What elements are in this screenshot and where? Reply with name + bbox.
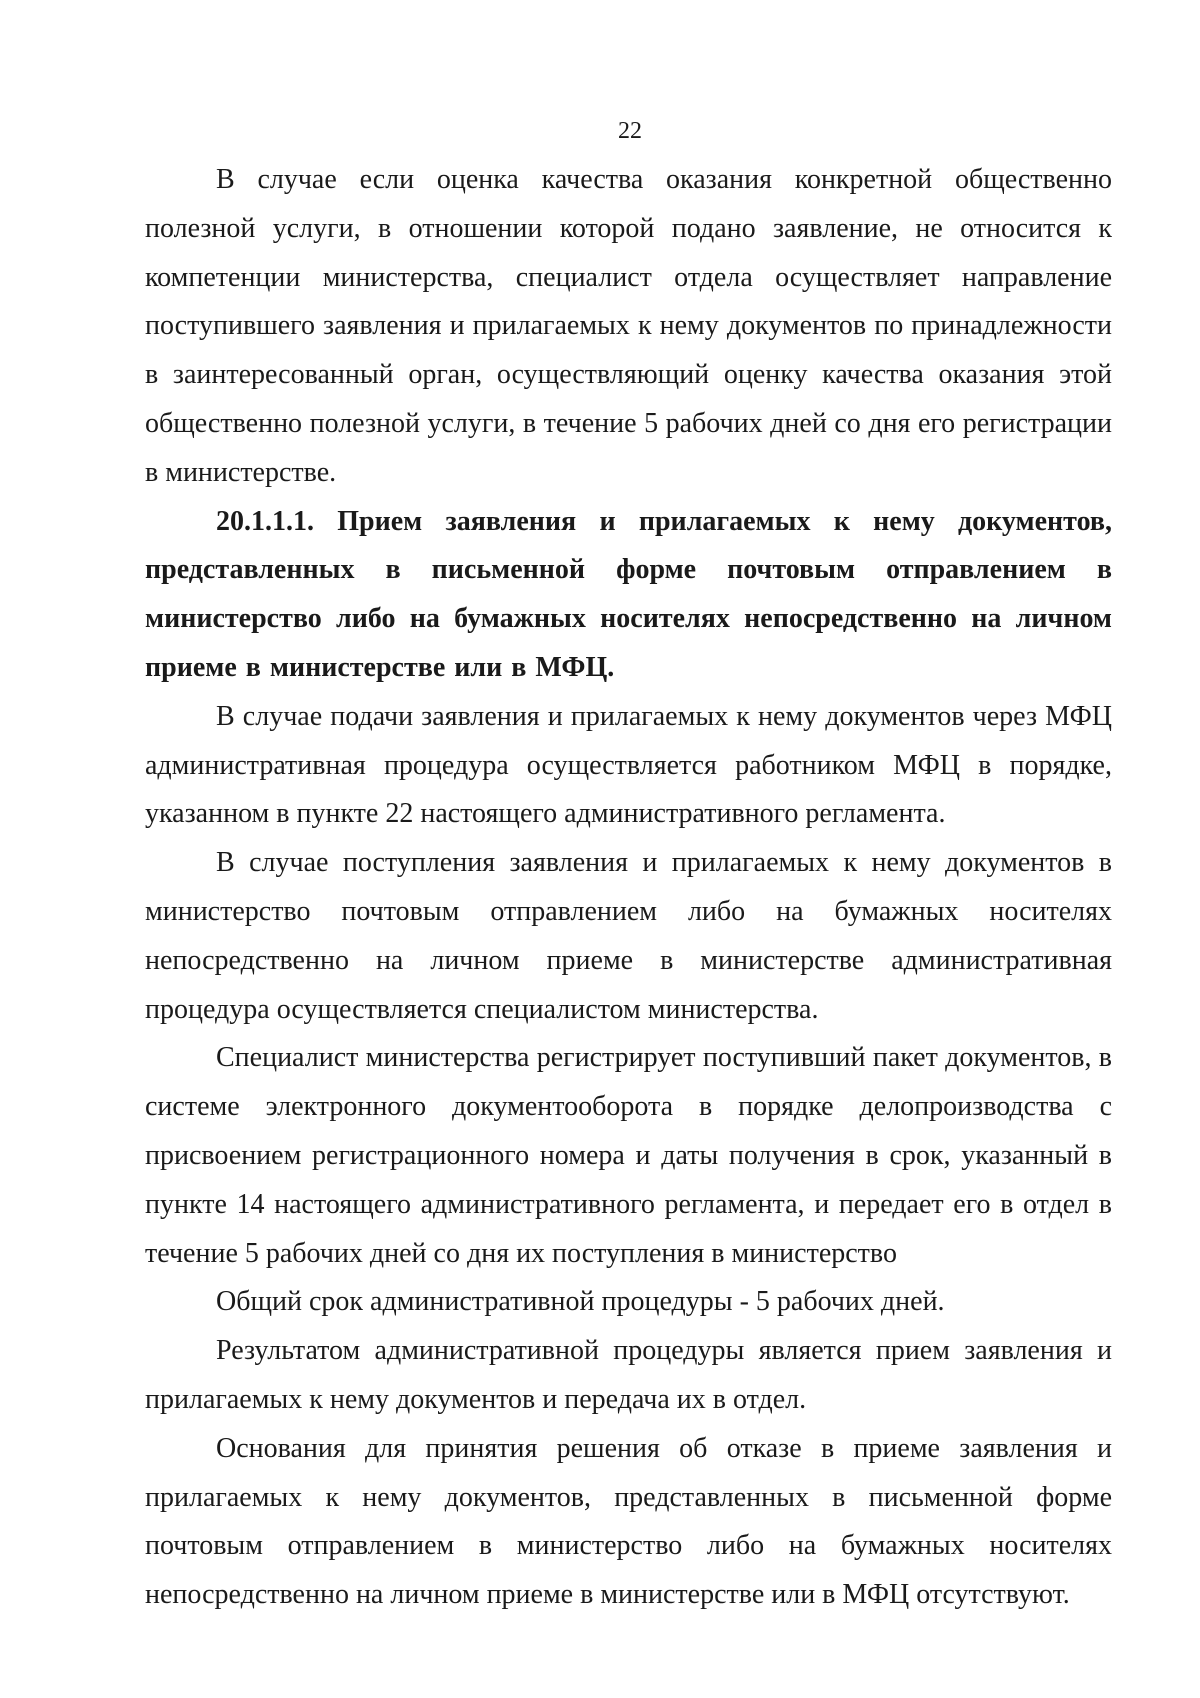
paragraph-registration: Специалист министерства регистрирует поступивший пакет документов, в системе электронного документооборота в порядке делопроизводства с присвоением регистрационного номера и даты получения в срок, указанный в пункте 14 настоящего административного регламента, и передает его в отдел в течение 5 рабочих дней со дня их поступления в министерство	[145, 1042, 1112, 1269]
paragraph-competence-redirect: В случае если оценка качества оказания конкретной общественно полезной услуги, в отношении которой подано заявление, не относится к компетенции министерства, специалист отдела осуществляет направление поступившего заявления и прилагаемых к нему документов по принадлежности в заинтересованный орган, осуществляющий оценку качества оказания этой общественно полезной услуги, в течение 5 рабочих дней со дня его регистрации в министерстве.	[145, 164, 1112, 488]
page-number: 22	[618, 118, 642, 144]
document-body	[145, 156, 1112, 1620]
section-heading-20-1-1-1: 20.1.1.1. Прием заявления и прилагаемых к нему документов, представленных в письменной форме почтовым отправлением в министерство либо на бумажных носителях непосредственно на личном приеме в министерстве или в МФЦ.	[145, 505, 1112, 683]
paragraph-mfc-submission: В случае подачи заявления и прилагаемых к нему документов через МФЦ административная процедура осуществляется работником МФЦ в порядке, указанном в пункте 22 настоящего административного регламента.	[145, 700, 1112, 830]
paragraph-refusal-grounds: Основания для принятия решения об отказе в приеме заявления и прилагаемых к нему документов, представленных в письменной форме почтовым отправлением в министерство либо на бумажных носителях непосредственно на личном приеме в министерстве или в МФЦ отсутствуют.	[145, 1432, 1112, 1611]
paragraph-result: Результатом административной процедуры является прием заявления и прилагаемых к нему документов и передача их в отдел.	[145, 1335, 1112, 1415]
paragraph-ministry-submission: В случае поступления заявления и прилагаемых к нему документов в министерство почтовым отправлением либо на бумажных носителях непосредственно на личном приеме в министерстве административная процедура осуществляется специалистом министерства.	[145, 847, 1112, 1025]
paragraph-total-term: Общий срок административной процедуры - 5 рабочих дней.	[216, 1286, 945, 1318]
